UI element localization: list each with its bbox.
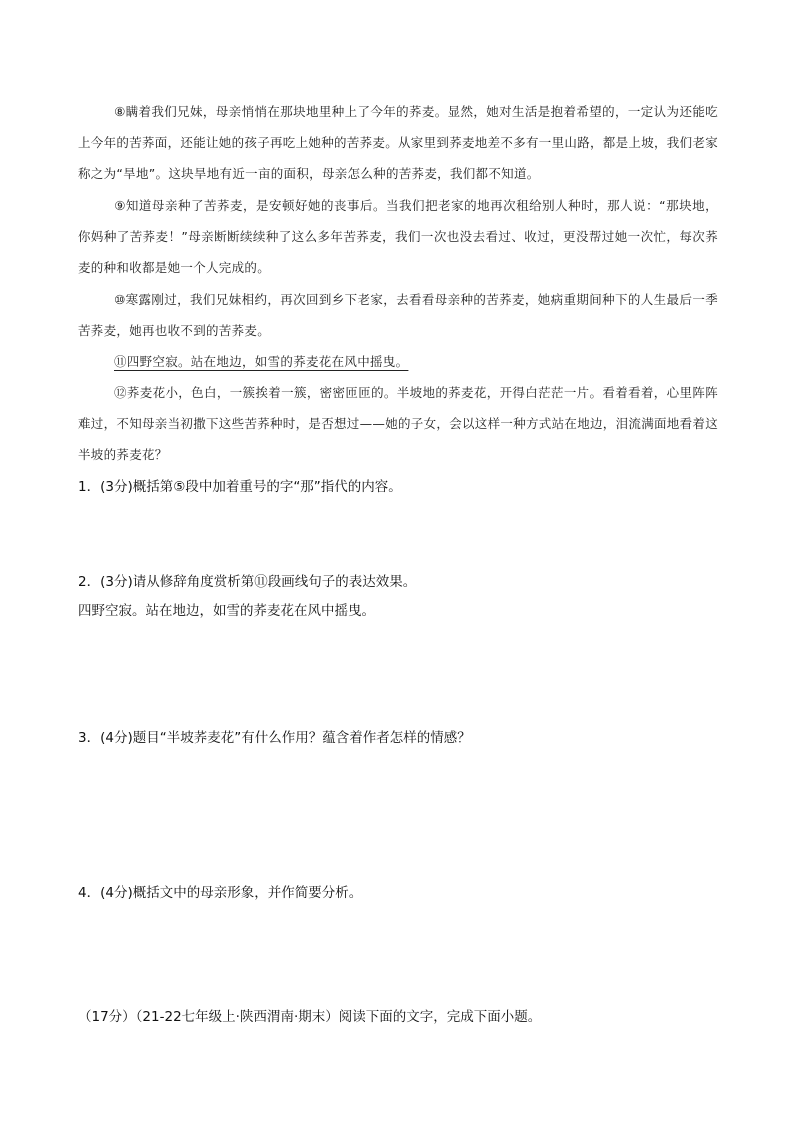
paragraph-9	[78, 190, 718, 283]
paragraph-11-underlined-sentence: ⑪四野空寂。站在地边，如雪的荞麦花在风中摇曳。	[114, 354, 409, 369]
paragraph-9-text: ⑨知道母亲种了苦荞麦，是安顿好她的丧事后。当我们把老家的地再次租给别人种时，那人说：“那块地，你妈种了苦荞麦！”母亲断断续续种了这么多年苦荞麦，我们一次也没去看过、收过，更没帮过她一次忙，每次荞麦的种和收都是她一个人完成的。	[78, 198, 718, 275]
paragraph-12	[78, 377, 718, 470]
question-2-quote: 四野空寂。站在地边，如雪的荞麦花在风中摇曳。	[78, 603, 375, 619]
next-section-heading: （17分）（21-22七年级上·陕西渭南·期末）阅读下面的文字，完成下面小题。	[78, 1009, 542, 1025]
paragraph-12-text: ⑫荞麦花小，色白，一簇挨着一簇，密密匝匝的。半坡地的荞麦花，开得白茫茫一片。看着看着，心里阵阵难过，不知母亲当初撒下这些苦荞种时，是否想过——她的子女，会以这样一种方式站在地边，泪流满面地看着这半坡的荞麦花？	[78, 385, 719, 462]
question-3: 3．(4分)题目“半坡荞麦花”有什么作用？蕴含着作者怎样的情感？	[78, 730, 471, 746]
paragraph-10	[78, 284, 718, 346]
paragraph-10-text: ⑩寒露刚过，我们兄妹相约，再次回到乡下老家，去看看母亲种的苦荞麦，她病重期间种下的人生最后一季苦荞麦，她再也收不到的苦荞麦。	[78, 292, 718, 338]
paragraph-8	[78, 96, 718, 189]
question-4: 4．(4分)概括文中的母亲形象，并作简要分析。	[78, 885, 363, 901]
question-2: 2．(3分)请从修辞角度赏析第⑪段画线句子的表达效果。	[78, 574, 417, 590]
paragraph-11	[78, 346, 718, 377]
question-1: 1．(3分)概括第⑤段中加着重号的字“那”指代的内容。	[78, 479, 402, 495]
paragraph-8-text: ⑧瞒着我们兄妹，母亲悄悄在那块地里种上了今年的荞麦。显然，她对生活是抱着希望的，一定认为还能吃上今年的苦荞面，还能让她的孩子再吃上她种的苦荞麦。从家里到荞麦地差不多有一里山路，都是上坡，我们老家称之为“旱地”。这块旱地有近一亩的面积，母亲怎么种的苦荞麦，我们都不知道。	[78, 104, 719, 181]
